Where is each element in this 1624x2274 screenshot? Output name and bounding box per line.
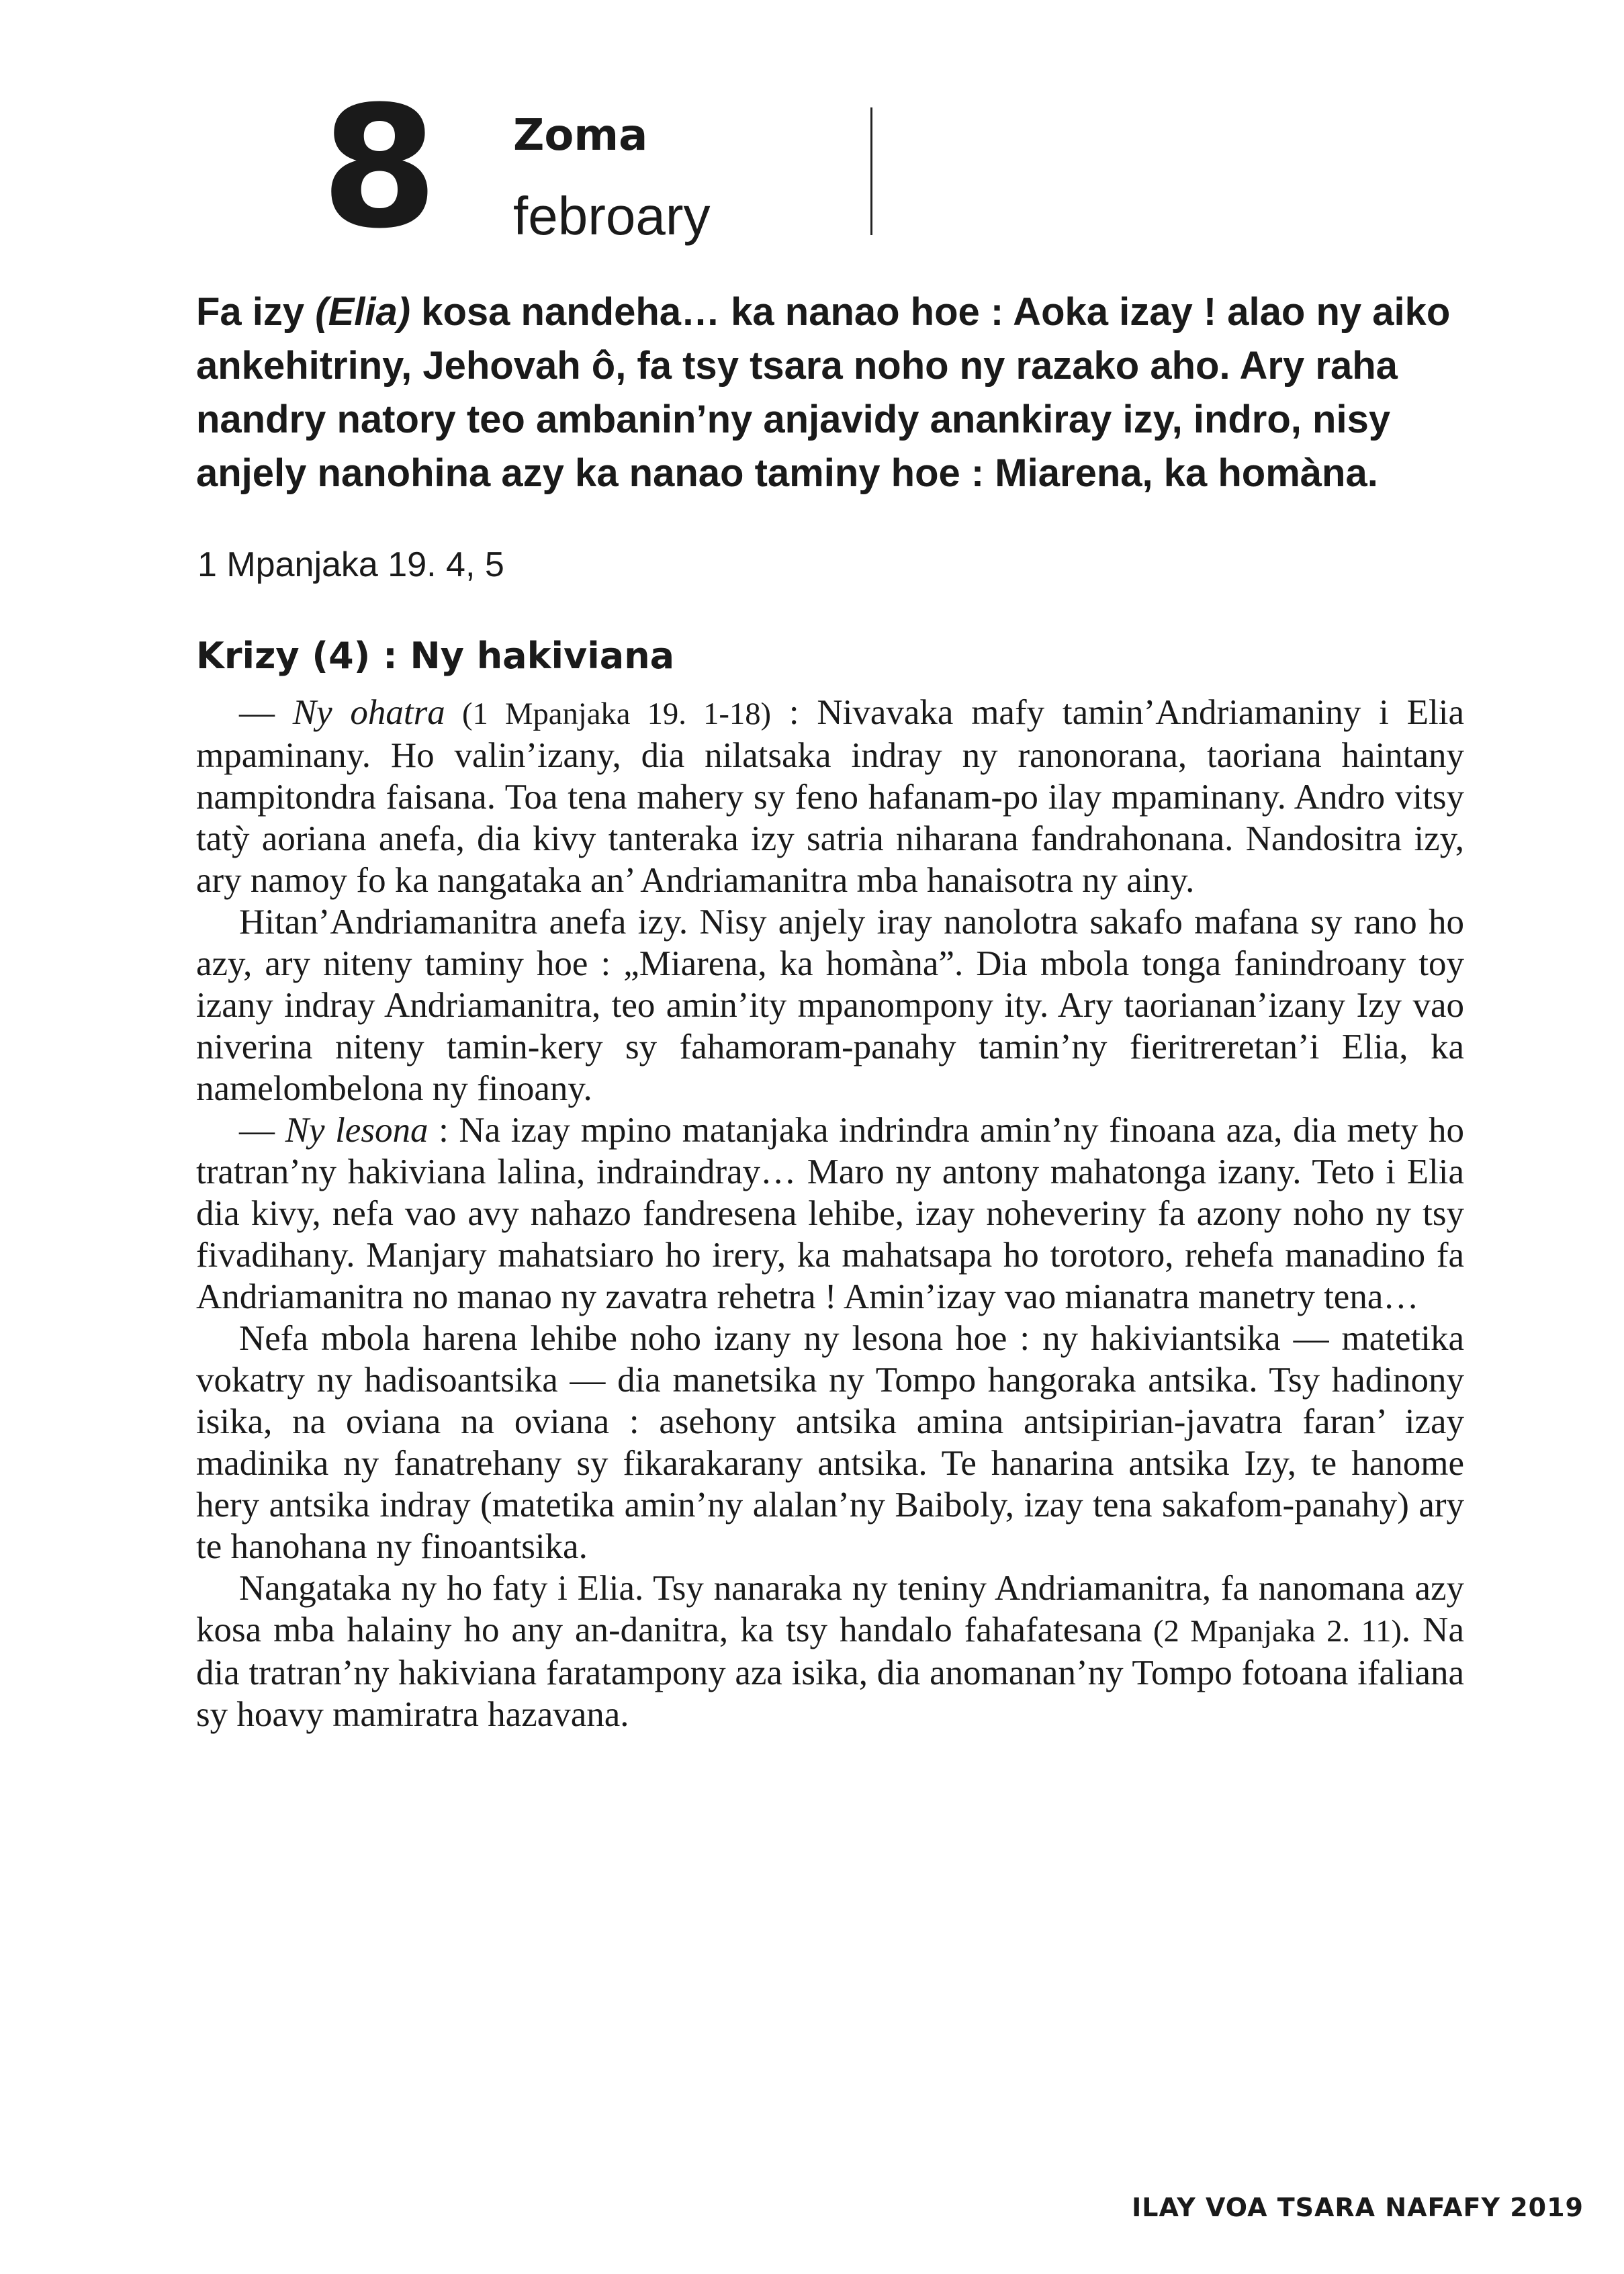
- paragraph-text: : Nivavaka mafy tamin’Andriamaniny i Elia mpaminany. Ho valin’izany, dia nilatsaka indray ny ranonorana, taoriana haintany nampitondra faisana. Toa tena mahery sy feno hafanam-po ilay mpaminany. Andro vitsy tatỳ aoriana anefa, dia kivy tanteraka izy satria niharana fandrahonana. Nandositra izy, ary namoy fo ka nangataka an’ Andriamanitra mba hanaisotra ny ainy.: [196, 693, 1465, 900]
- paragraph-text: Hitan’Andriamanitra anefa izy. Nisy anjely iray nanolotra sakafo mafana sy rano ho azy, ary niteny taminy hoe : „Miarena, ka homàna”. Dia mbola tonga fanindroany toy izany indray Andriamanitra, teo amin’ity mpanompony ity. Ary taorianan’izany Izy vao niverina niteny tamin-kery sy fahamoram-panahy tamin’ny fieritreretan’i Elia, ka namelombelona ny finoany.: [196, 903, 1464, 1108]
- date-month: febroary: [513, 186, 711, 246]
- paragraph-text: . Na dia tratran’ny hakiviana faratampony aza isika, dia anomanan’ny Tompo fotoana ifaliana sy hoavy mamiratra hazavana.: [196, 1610, 1464, 1734]
- article-body: [196, 692, 1464, 1735]
- paragraph-dash: —: [239, 693, 293, 732]
- paragraph-text: Nefa mbola harena lehibe noho izany ny lesona hoe : ny hakiviantsika — matetika vokatry ny hadisoantsika — dia manetsika ny Tompo hangoraka antsika. Tsy hadinony isika, na oviana na oviana : asehony antsika amina antsipirian-javatra faran’ izay madinika ny fanatrehany sy fikarakarany antsika. Te hanarina antsika Izy, te hanome hery antsika indray (matetika amin’ny alalan’ny Baiboly, izay tena sakafom-panahy) ary te hanohana ny finoantsika.: [196, 1319, 1464, 1566]
- scripture-ref: (2 Mpanjaka 2. 11): [1142, 1614, 1402, 1649]
- paragraph-example: [196, 692, 1464, 901]
- verse-text-start: Fa izy: [196, 290, 316, 334]
- daily-verse: [196, 285, 1465, 500]
- section-title: Krizy (4) : Ny hakiviana: [196, 635, 675, 677]
- paragraph-text: : Na izay mpino matanjaka indrindra amin’ny finoana aza, dia mety ho tratran’ny hakiviana lalina, indraindray… Maro ny antony mahatonga izany. Teto i Elia dia kivy, nefa vao avy nahazo fandresena lehibe, izay noheveriny fa azony noho ny tsy fivadihany. Manjary mahatsiaro ho irery, ka mahatsapa ho torotoro, rehefa manadino fa Andriamanitra no manao ny zavatra rehetra ! Amin’izay vao mianatra manetry tena…: [196, 1111, 1465, 1316]
- paragraph-text: Nangataka ny ho faty i Elia. Tsy nanaraka ny teniny Andriamanitra, fa nanomana azy kosa mba halainy ho any an-danitra, ka tsy handalo fahafatesana: [196, 1569, 1464, 1649]
- header-divider: [870, 107, 872, 235]
- paragraph-conclusion: [196, 1567, 1464, 1735]
- date-day: Zoma: [513, 111, 648, 161]
- scripture-ref: (1 Mpanjaka 19. 1-18): [445, 696, 772, 731]
- paragraph-label: Ny lesona: [285, 1111, 428, 1150]
- paragraph-label: Ny ohatra: [292, 693, 445, 732]
- paragraph-lesson: [196, 1109, 1464, 1318]
- paragraph-dash: —: [239, 1111, 285, 1150]
- verse-aside: (Elia): [315, 290, 411, 334]
- verse-reference: 1 Mpanjaka 19. 4, 5: [197, 545, 504, 584]
- verse-text-rest: kosa nandeha… ka nanao hoe : Aoka izay ! alao ny aiko ankehitriny, Jehovah ô, fa tsy tsara noho ny razako aho. Ary raha nandry natory teo ambanin’ny anjavidy anankiray izy, indro, nisy anjely nanohina azy ka nanao taminy hoe : Miarena, ka homàna.: [196, 290, 1451, 495]
- footer-publication: ILAY VOA TSARA NAFAFY 2019: [1132, 2193, 1584, 2222]
- date-number: 8: [321, 70, 434, 265]
